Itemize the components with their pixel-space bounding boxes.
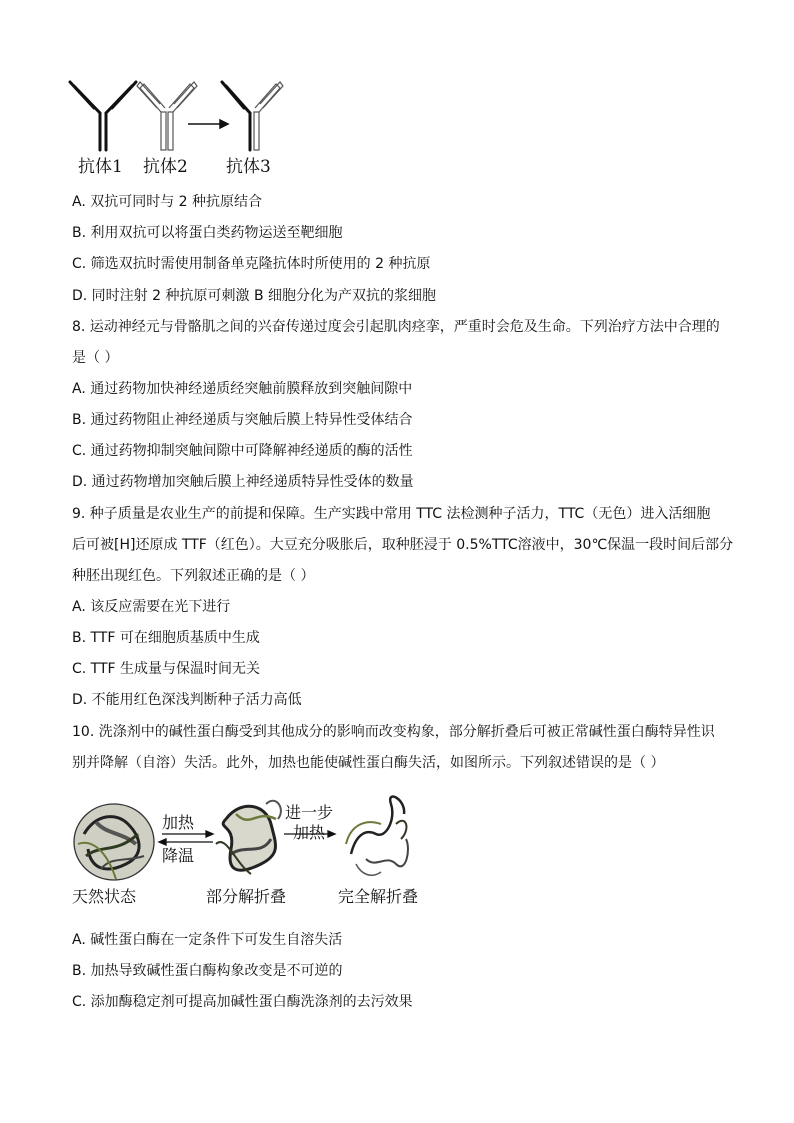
q9-stem-line3: 种胚出现红色。下列叙述正确的是（ ）	[72, 568, 315, 584]
q9-option-a: A. 该反应需要在光下进行	[72, 599, 231, 615]
figure1-label-1: 抗体1	[78, 157, 123, 177]
q9-stem-line2: 后可被[H]还原成 TTF（红色）。大豆充分吸胀后，取种胚浸于 0.5%TTC溶液中，30℃保温一段时间后部分	[72, 537, 734, 553]
q8-stem-line2: 是（ ）	[72, 350, 119, 366]
partially-unfolded-protein-icon	[216, 801, 281, 874]
arrow-icon	[188, 120, 228, 128]
q7-option-a: A. 双抗可同时与 2 种抗原结合	[72, 194, 263, 210]
figure1-label-2: 抗体2	[143, 157, 188, 177]
figure2-label-native: 天然状态	[72, 887, 137, 906]
q7-option-b: B. 利用双抗可以将蛋白类药物运送至靶细胞	[72, 225, 343, 241]
q10-stem-line2: 别并降解（自溶）失活。此外，加热也能使碱性蛋白酶失活，如图所示。下列叙述错误的是（ ）	[72, 755, 665, 771]
q9-stem-line1: 9. 种子质量是农业生产的前提和保障。生产实践中常用 TTC 法检测种子活力，TTC（无色）进入活细胞	[72, 506, 711, 522]
q10-stem-line1: 10. 洗涤剂中的碱性蛋白酶受到其他成分的影响而改变构象，部分解折叠后可被正常碱性蛋白酶特异性识	[72, 724, 715, 740]
fully-unfolded-protein-icon	[346, 797, 408, 876]
q8-option-d: D. 通过药物增加突触后膜上神经递质特异性受体的数量	[72, 474, 414, 490]
q8-option-c: C. 通过药物抑制突触间隙中可降解神经递质的酶的活性	[72, 443, 413, 459]
q9-option-c: C. TTF 生成量与保温时间无关	[72, 661, 261, 677]
arrow2-bottom-label: 加热	[293, 823, 326, 842]
q10-option-b: B. 加热导致碱性蛋白酶构象改变是不可逆的	[72, 963, 343, 979]
antibody-3-icon	[222, 82, 283, 150]
q10-option-a: A. 碱性蛋白酶在一定条件下可发生自溶失活	[72, 932, 343, 948]
q8-option-a: A. 通过药物加快神经递质经突触前膜释放到突触间隙中	[72, 381, 413, 397]
native-protein-icon	[74, 804, 154, 880]
q7-option-d: D. 同时注射 2 种抗原可刺激 B 细胞分化为产双抗的浆细胞	[72, 288, 436, 304]
figure2-label-complete: 完全解折叠	[338, 887, 419, 906]
arrow1-bottom-label: 降温	[162, 846, 195, 865]
arrow2-top-label: 进一步	[285, 803, 334, 822]
figure1-label-3: 抗体3	[226, 157, 271, 177]
q8-option-b: B. 通过药物阻止神经递质与突触后膜上特异性受体结合	[72, 412, 413, 428]
antibody-1-icon	[70, 82, 136, 150]
antibody-2-icon	[137, 82, 197, 150]
figure2-label-partial: 部分解折叠	[206, 887, 287, 906]
arrow1-top-label: 加热	[162, 813, 195, 832]
q8-stem-line1: 8. 运动神经元与骨骼肌之间的兴奋传递过度会引起肌肉痉挛，严重时会危及生命。下列治疗方法中合理的	[72, 319, 720, 335]
q9-option-d: D. 不能用红色深浅判断种子活力高低	[72, 692, 302, 708]
q9-option-b: B. TTF 可在细胞质基质中生成	[72, 630, 260, 646]
q7-option-c: C. 筛选双抗时需使用制备单克隆抗体时所使用的 2 种抗原	[72, 256, 431, 272]
q10-option-c: C. 添加酶稳定剂可提高加碱性蛋白酶洗涤剂的去污效果	[72, 994, 413, 1010]
